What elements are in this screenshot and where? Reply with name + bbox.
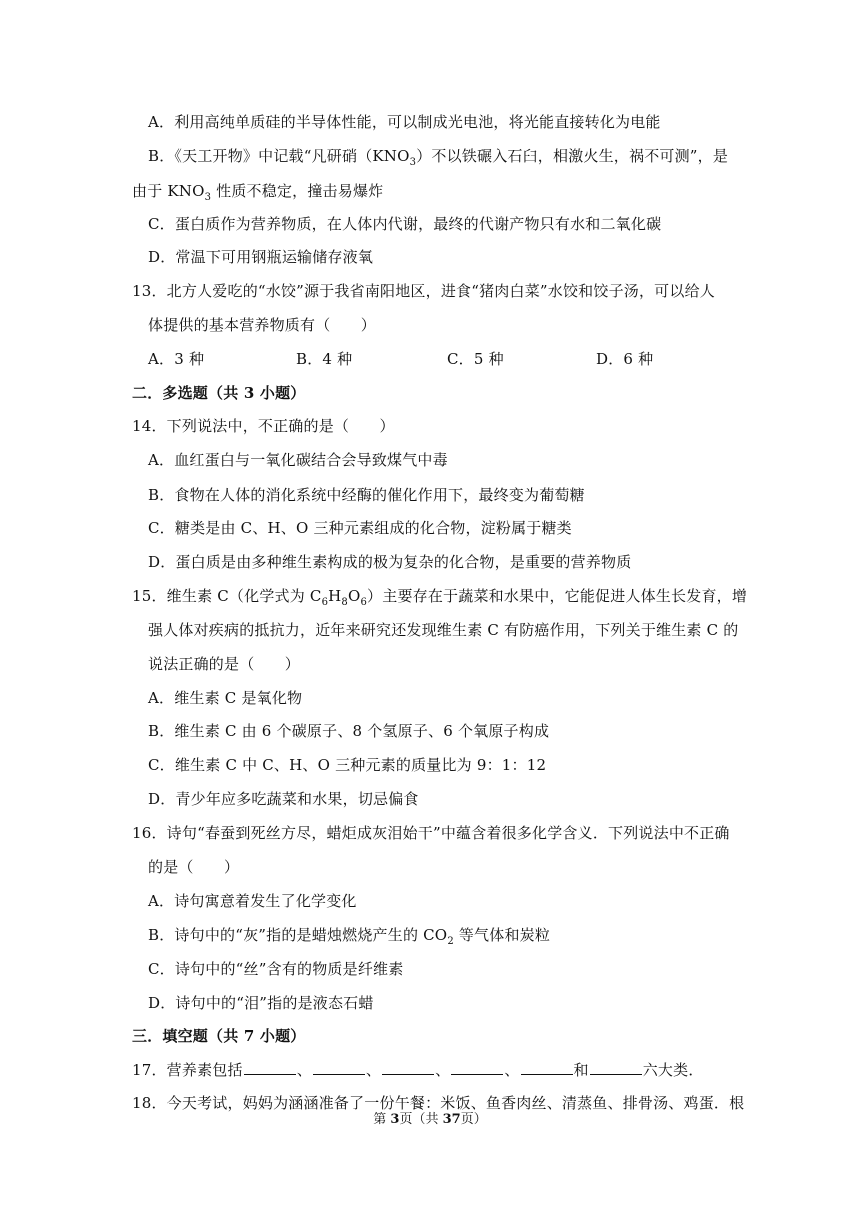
q13-option-b: B．4 种 [296,350,353,368]
q15-option-c: C．维生素 C 中 C、H、O 三种元素的质量比为 9：1：12 [148,756,547,774]
q16-stem-line2: 的是（ ） [148,858,240,876]
q12-option-b-line2: 由于 $KNO_3$ 性质不稳定，撞击易爆炸 [132,182,384,203]
q17-blank-1[interactable] [244,1060,296,1075]
q18-stem-line1: 18．今天考试，妈妈为涵涵准备了一份午餐：米饭、鱼香肉丝、清蒸鱼、排骨汤、鸡蛋．根 [132,1094,745,1112]
q17-blank-6[interactable] [590,1060,642,1075]
q17-blank-3[interactable] [382,1060,434,1075]
q12-option-a: A．利用高纯单质硅的半导体性能，可以制成光电池，将光能直接转化为电能 [148,113,661,131]
q17-blank-5[interactable] [521,1060,573,1075]
q14-option-d: D．蛋白质是由多种维生素构成的极为复杂的化合物，是重要的营养物质 [148,553,632,571]
q13-option-d: D．6 种 [596,350,654,368]
q12-option-d: D．常温下可用钢瓶运输储存液氧 [148,248,374,266]
q14-option-b: B．食物在人体的消化系统中经酶的催化作用下，最终变为葡萄糖 [148,486,585,504]
q13-stem-line1: 13．北方人爱吃的“水饺”源于我省南阳地区，进食“猪肉白菜”水饺和饺子汤，可以给人 [132,282,715,300]
q15-option-a: A．维生素 C 是氧化物 [148,689,303,707]
q15-stem-line1: 15．维生素 C（化学式为 $C_6H_8O_6$）主要存在于蔬菜和水果中，它能促进人体生长发育，增 [132,587,748,608]
q16-option-a: A．诗句寓意着发生了化学变化 [148,892,357,910]
q13-option-c: C．5 种 [447,350,504,368]
q14-option-a: A．血红蛋白与一氧化碳结合会导致煤气中毒 [148,451,448,469]
q16-stem-line1: 16．诗句“春蚕到死丝方尽，蜡炬成灰泪始干”中蕴含着很多化学含义．下列说法中不正确 [132,824,730,842]
section-heading-multiple-choice: 二．多选题（共 3 小题） [132,384,306,402]
q13-option-a: A．3 种 [148,350,205,368]
q17-stem: 17．营养素包括 、 、 、 、 和 六大类． [132,1061,704,1079]
page-footer: 第 3页（共 37页） [373,1112,487,1127]
q15-stem-line2: 强人体对疾病的抵抗力，近年来研究还发现维生素 C 有防癌作用，下列关于维生素 C 的 [148,621,739,639]
q13-stem-line2: 体提供的基本营养物质有（ ） [148,316,377,334]
q12-option-c: C．蛋白质作为营养物质，在人体内代谢，最终的代谢产物只有水和二氧化碳 [148,215,662,233]
q15-option-b: B．维生素 C 由 6 个碳原子、8 个氢原子、6 个氧原子构成 [148,722,550,740]
section-heading-fill-in: 三．填空题（共 7 小题） [132,1027,306,1045]
q16-option-c: C．诗句中的“丝”含有的物质是纤维素 [148,960,404,978]
q16-option-b: B．诗句中的“灰”指的是蜡烛燃烧产生的 $CO_2$ 等气体和炭粒 [148,926,551,947]
q17-blank-2[interactable] [313,1060,365,1075]
q15-stem-line3: 说法正确的是（ ） [148,655,301,673]
q16-option-d: D．诗句中的“泪”指的是液态石蜡 [148,994,374,1012]
q14-stem: 14．下列说法中，不正确的是（ ） [132,417,395,435]
q15-option-d: D．青少年应多吃蔬菜和水果，切忌偏食 [148,790,419,808]
q14-option-c: C．糖类是由 C、H、O 三种元素组成的化合物，淀粉属于糖类 [148,519,572,537]
q17-blank-4[interactable] [451,1060,503,1075]
q12-option-b-line1: B．《天工开物》中记载“凡研硝$(KNO_3)$不以铁碾入石臼，相激火生，祸不可测”，是 [148,147,729,168]
